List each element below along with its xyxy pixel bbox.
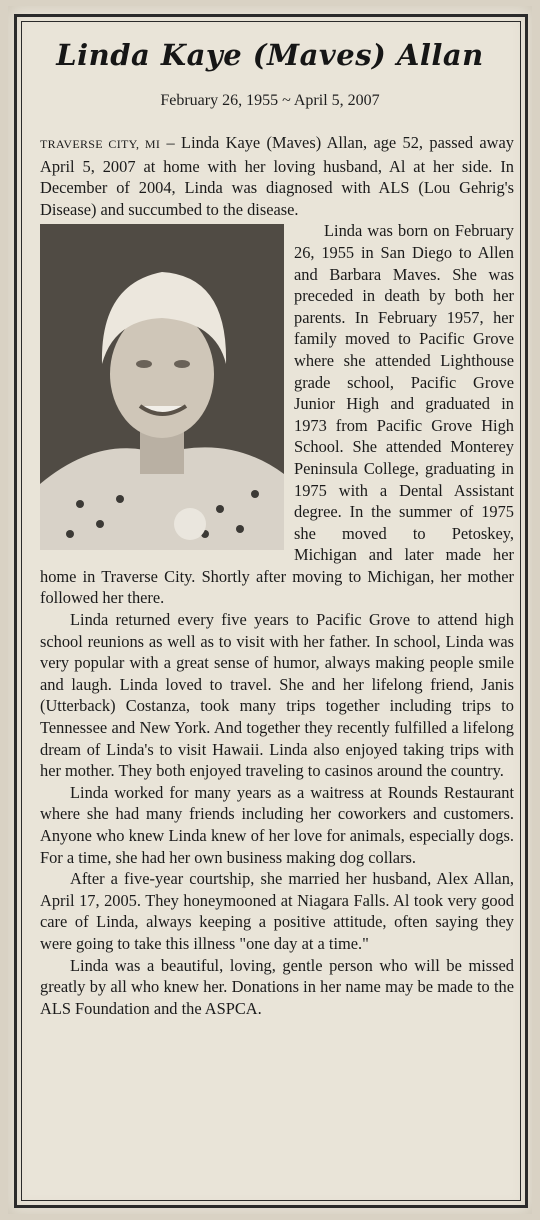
obituary-title: Linda Kaye (Maves) Allan	[56, 38, 484, 72]
newspaper-clipping	[8, 6, 532, 1214]
portrait-image	[40, 224, 284, 550]
portrait-photo	[40, 224, 284, 550]
paragraph-5: After a five-year courtship, she married her husband, Alex Allan, April 17, 2005. They honeymooned at Niagara Falls. Al took very good care of Linda, always keeping a positive attitude, often saying they were going to take this illness "one day at a time."	[40, 869, 514, 953]
paragraph-1	[40, 132, 514, 220]
dateline: TRAVERSE CITY, MI	[40, 137, 161, 151]
paragraph-3: Linda returned every five years to Pacific Grove to attend high school reunions as well as to visit with her father. In school, Linda was very popular with a great sense of humor, always making people smile and laugh. Linda loved to travel. She and her lifelong friend, Janis (Utterback) Costanza, took many trips together including trips to Tennessee and New York. And together they recently fulfilled a lifelong dream of Linda's to visit Hawaii. Linda also enjoyed taking trips with her mother. They both enjoyed traveling to casinos around the country.	[40, 610, 514, 781]
paragraph-4: Linda worked for many years as a waitress at Rounds Restaurant where she had many friends including her coworkers and customers. Anyone who knew Linda knew of her love for animals, especially dogs. For a time, she had her own business making dog collars.	[40, 782, 514, 867]
paragraph-2-text: Linda was born on February 26, 1955 in San Diego to Allen and Barbara Maves. She was preceded in death by both her parents. In February 1957, her family moved to Pacific Grove where she attended Lighthouse grade school, Pacific Grove Junior High and graduated in 1973 from Pacific Grove High School. She attended Monterey Peninsula College, graduating in 1975 with a Dental Assistant degree. In the summer of 1975 she moved to Petoskey, Michigan and later made her home in Traverse City. Shortly after moving to Michigan, her mother followed her there.	[40, 221, 514, 608]
paragraph-6: Linda was a beautiful, loving, gentle person who will be missed greatly by all who knew her. Donations in her name may be made to the ALS Foundation and the ASPCA.	[40, 955, 514, 1018]
obituary-body	[40, 132, 514, 1019]
paragraph-2	[40, 220, 514, 609]
life-dates: February 26, 1955 ~ April 5, 2007	[160, 92, 380, 109]
paragraph-1-text: – Linda Kaye (Maves) Allan, age 52, passed away April 5, 2007 at home with her loving husband, Al at her side. In December of 2004, Linda was diagnosed with ALS (Lou Gehrig's Disease) and succumbed to the disease.	[40, 133, 514, 219]
